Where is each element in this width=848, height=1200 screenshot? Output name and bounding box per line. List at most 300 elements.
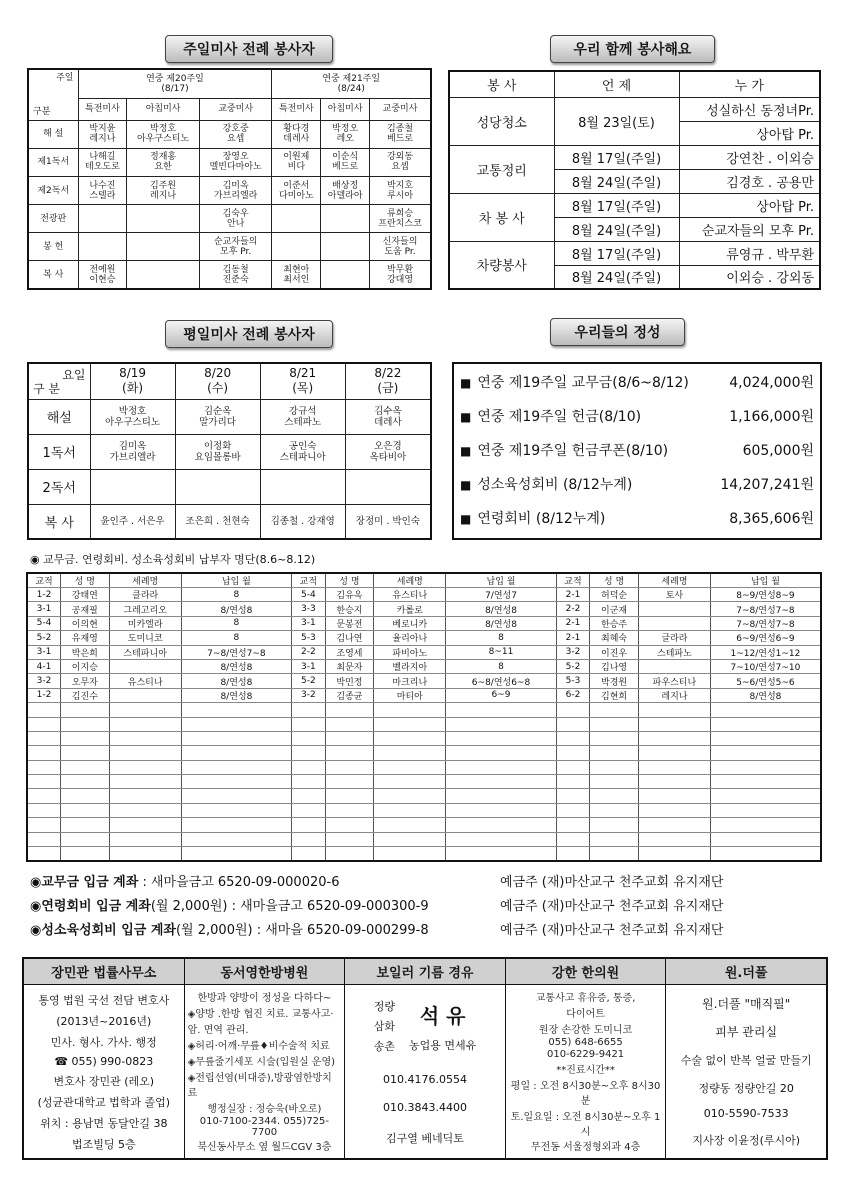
- payers-cell: 8/연성8: [446, 602, 556, 616]
- law-line5: 변호사 장민관 (레오): [53, 1074, 155, 1088]
- payers-empty-row: [27, 760, 821, 774]
- payers-cell: 김나연: [325, 631, 374, 645]
- payers-cell: 3-2: [292, 688, 325, 702]
- service-name: 교통정리: [449, 145, 554, 193]
- payers-empty-cell: [556, 832, 589, 846]
- payers-row: [27, 616, 821, 630]
- payers-empty-cell: [590, 760, 639, 774]
- payers-cell: 유스티나: [374, 588, 446, 602]
- payers-empty-cell: [60, 818, 109, 832]
- payers-empty-cell: [325, 746, 374, 760]
- sunday-cell: 박정오 레오: [321, 120, 370, 148]
- offering-label: 성소육성회비 (8/12누계): [477, 477, 633, 493]
- service-who: 김경호 . 공용만: [679, 169, 820, 193]
- payers-empty-cell: [181, 746, 291, 760]
- account-text: : 새마을금고 6520-09-000020-6: [138, 874, 340, 890]
- ad-head: 보일러 기름 경유: [345, 959, 506, 984]
- service-who: 상아탑 Pr.: [679, 121, 820, 145]
- sunday-row: [28, 233, 431, 261]
- payers-empty-cell: [181, 703, 291, 717]
- payers-cell: 5-2: [27, 631, 60, 645]
- week2-header: 연중 제21주일 (8/24): [272, 69, 431, 98]
- service-header: 언 제: [554, 71, 679, 97]
- service-who: 성실하신 동정녀Pr.: [679, 97, 820, 121]
- sunday-cell: [127, 261, 200, 289]
- hosp-phone: 010-7100-2344. 055)725-7700: [199, 1115, 330, 1138]
- account-text: (월 2,000원) : 새마을금고 6520-09-000300-9: [150, 898, 429, 914]
- clinic-hours-title: **진료시간**: [556, 1064, 615, 1076]
- offering-row: [460, 433, 814, 467]
- mass-header: 교중미사: [370, 98, 431, 120]
- payers-empty-row: [27, 789, 821, 803]
- payers-empty-cell: [446, 703, 556, 717]
- payers-cell: 김현희: [590, 688, 639, 702]
- payers-empty-row: [27, 818, 821, 832]
- wonder-line1: 원.더풀 "매직필": [702, 996, 791, 1011]
- weekday-header: 8/20 (수): [175, 363, 260, 399]
- payers-cell: 글라라: [638, 631, 710, 645]
- account-line: [30, 869, 820, 891]
- payers-empty-cell: [710, 731, 821, 745]
- payers-empty-cell: [325, 789, 374, 803]
- service-name: 성당청소: [449, 97, 554, 145]
- sunday-row-label: 복 사: [28, 261, 78, 289]
- payers-cell: 1~12/연성1~12: [710, 645, 821, 659]
- payers-empty-cell: [638, 818, 710, 832]
- wonder-address: 정량동 정량안길 20: [698, 1081, 794, 1095]
- payers-cell: 1-2: [27, 588, 60, 602]
- hosp-address: 북신동사무소 옆 월드CGV 3층: [197, 1142, 332, 1154]
- payers-empty-cell: [109, 775, 181, 789]
- payers-cell: 2-1: [556, 616, 589, 630]
- clinic-phone1: 055) 648-6655: [548, 1037, 623, 1049]
- payers-empty-cell: [374, 703, 446, 717]
- sunday-cell: [127, 233, 200, 261]
- payers-cell: 김종균: [325, 688, 374, 702]
- payers-empty-cell: [638, 731, 710, 745]
- payers-cell: [109, 659, 181, 673]
- payers-empty-cell: [60, 832, 109, 846]
- payers-cell: 5-3: [556, 674, 589, 688]
- service-when: 8월 17일(주일): [554, 241, 679, 265]
- payers-table: [26, 572, 822, 862]
- payers-cell: 6~8/연성6~8: [446, 674, 556, 688]
- payers-cell: 3-3: [292, 602, 325, 616]
- sunday-corner: [28, 69, 78, 120]
- offering-label: 연중 제19주일 교무금(8/6~8/12): [477, 375, 689, 391]
- sunday-cell: 순교자들의 모후 Pr.: [199, 233, 272, 261]
- payers-cell: 베로니카: [374, 616, 446, 630]
- payers-empty-cell: [710, 760, 821, 774]
- sunday-cell: [272, 233, 321, 261]
- payers-empty-cell: [710, 703, 821, 717]
- weekday-row: [28, 504, 431, 539]
- payers-empty-cell: [27, 703, 60, 717]
- payers-header: 세례명: [638, 573, 710, 588]
- sunday-cell: 류희승 프란치스코: [370, 205, 431, 233]
- weekday-cell: 김미옥 가브리엘라: [90, 434, 175, 469]
- payers-cell: 8/연성8: [446, 616, 556, 630]
- payers-empty-cell: [292, 760, 325, 774]
- payers-header-row: [27, 573, 821, 588]
- clinic-line2: 다이어트: [566, 1009, 605, 1021]
- offering-amount: 8,365,606원: [729, 511, 814, 527]
- service-title: 우리 함께 봉사해요: [550, 35, 715, 63]
- clinic-hours1: 평일 : 오전 8시30분~오후 8시30분: [510, 1080, 661, 1107]
- weekday-cell: 이정화 요임몰롱바: [175, 434, 260, 469]
- offering-amount: 605,000원: [742, 443, 814, 459]
- payers-cell: 8/연성8: [181, 602, 291, 616]
- sunday-cell: [321, 205, 370, 233]
- payers-empty-cell: [181, 731, 291, 745]
- payers-row: [27, 674, 821, 688]
- payers-empty-cell: [446, 731, 556, 745]
- payers-empty-cell: [556, 731, 589, 745]
- account-line: [30, 893, 820, 915]
- payers-cell: 5-3: [292, 631, 325, 645]
- account-holder: 예금주 (재)마산교구 천주교회 유지재단: [500, 922, 724, 938]
- payers-empty-cell: [374, 803, 446, 817]
- payers-cell: 이의현: [60, 616, 109, 630]
- service-table: [448, 70, 821, 290]
- payers-empty-row: [27, 847, 821, 861]
- payers-empty-cell: [60, 847, 109, 861]
- payers-cell: [109, 688, 181, 702]
- law-address2: 법조빌딩 5층: [71, 1137, 136, 1151]
- bullet-icon: ■: [460, 410, 472, 424]
- weekday-cell: [90, 469, 175, 504]
- payers-empty-cell: [556, 789, 589, 803]
- account-info: [30, 919, 500, 938]
- payers-empty-cell: [181, 832, 291, 846]
- payers-cell: 김나영: [590, 659, 639, 673]
- corner-bottom: 구분: [33, 106, 51, 117]
- ad-head: 장민관 법률사무소: [24, 959, 185, 984]
- payers-empty-cell: [710, 717, 821, 731]
- payers-empty-cell: [638, 789, 710, 803]
- payers-cell: 스테파노: [638, 645, 710, 659]
- payers-header: 성 명: [60, 573, 109, 588]
- payers-empty-cell: [27, 789, 60, 803]
- payers-empty-cell: [590, 832, 639, 846]
- payers-empty-cell: [374, 760, 446, 774]
- payers-empty-cell: [710, 803, 821, 817]
- offering-label-wrap: [460, 508, 605, 528]
- payers-empty-cell: [590, 847, 639, 861]
- payers-header: 교적: [292, 573, 325, 588]
- hosp-line6: ◈전립선염(비대증),방광염한방치료: [187, 1072, 332, 1099]
- payers-empty-cell: [109, 760, 181, 774]
- payers-cell: 2-1: [556, 631, 589, 645]
- payers-cell: 8: [446, 631, 556, 645]
- payers-empty-cell: [292, 746, 325, 760]
- weekday-header: 8/22 (금): [345, 363, 431, 399]
- payers-empty-cell: [292, 847, 325, 861]
- payers-cell: 김진수: [60, 688, 109, 702]
- payers-cell: 2-2: [556, 602, 589, 616]
- corner-top: 주일: [56, 73, 74, 83]
- weekday-cell: 조은희 . 천현숙: [175, 504, 260, 539]
- payers-empty-cell: [27, 847, 60, 861]
- sunday-row: [28, 205, 431, 233]
- payers-empty-cell: [590, 703, 639, 717]
- week1-header: 연중 제20주일 (8/17): [78, 69, 272, 98]
- payers-cell: 한승지: [325, 602, 374, 616]
- payers-empty-cell: [556, 847, 589, 861]
- payers-empty-cell: [446, 818, 556, 832]
- payers-empty-cell: [325, 847, 374, 861]
- sunday-row: [28, 261, 431, 289]
- account-label: ◉성소육성회비 입금 계좌: [30, 922, 176, 938]
- payers-cell: 공재필: [60, 602, 109, 616]
- clinic-address: 무전동 서울정형외과 4층: [530, 1142, 641, 1154]
- payers-cell: 5-4: [292, 588, 325, 602]
- payers-empty-cell: [446, 775, 556, 789]
- sunday-cell: 최현아 최서인: [272, 261, 321, 289]
- weekday-row: [28, 434, 431, 469]
- offering-label-wrap: [460, 474, 632, 494]
- bullet-icon: ■: [460, 512, 472, 526]
- payers-empty-cell: [374, 847, 446, 861]
- payers-empty-cell: [27, 717, 60, 731]
- clinic-phone2: 010-6229-9421: [546, 1048, 625, 1060]
- payers-empty-cell: [556, 775, 589, 789]
- offering-title: 우리들의 정성: [550, 318, 685, 346]
- payers-empty-cell: [374, 775, 446, 789]
- wonder-line2: 피부 관리실: [715, 1025, 778, 1040]
- offering-row: [460, 501, 814, 535]
- payers-empty-row: [27, 717, 821, 731]
- weekday-cell: 윤인주 . 서은우: [90, 504, 175, 539]
- weekday-table: [27, 362, 432, 540]
- weekday-row-label: 2독서: [28, 469, 90, 504]
- payers-empty-cell: [590, 717, 639, 731]
- clinic-line1: 교통사고 휴유증, 통증,: [535, 993, 636, 1005]
- payers-cell: 3-1: [292, 616, 325, 630]
- mass-header: 교중미사: [199, 98, 272, 120]
- wk-corner-top: 요일: [62, 368, 86, 382]
- service-who: 강연찬 . 이외승: [679, 145, 820, 169]
- payers-empty-cell: [60, 775, 109, 789]
- clinic-hours2: 토.일요일 : 오전 8시30분~오후 1시: [510, 1111, 661, 1138]
- weekday-row: [28, 399, 431, 434]
- payers-cell: 5-2: [292, 674, 325, 688]
- payers-empty-cell: [556, 703, 589, 717]
- offering-row: [460, 467, 814, 501]
- service-row: [449, 97, 820, 121]
- payers-cell: 8: [181, 616, 291, 630]
- weekday-cell: 공인숙 스테파니아: [260, 434, 345, 469]
- service-name: 차량봉사: [449, 241, 554, 289]
- payers-empty-cell: [590, 803, 639, 817]
- offering-label: 연령회비 (8/12누계): [477, 511, 606, 527]
- weekday-cell: [345, 469, 431, 504]
- oil-phone1: 010.4176.0554: [382, 1072, 467, 1086]
- sunday-cell: 정재홍 요한: [127, 148, 200, 176]
- payers-empty-cell: [325, 818, 374, 832]
- payers-cell: 클라라: [109, 588, 181, 602]
- offering-row: [460, 365, 814, 399]
- law-line3: 민사. 형사. 가사. 행정: [50, 1035, 157, 1049]
- payers-cell: 8/연성8: [710, 688, 821, 702]
- payers-empty-cell: [292, 832, 325, 846]
- ads-section: [22, 957, 828, 1160]
- weekday-cell: 김순옥 말가리다: [175, 399, 260, 434]
- payers-empty-cell: [292, 789, 325, 803]
- payers-cell: 8~11: [446, 645, 556, 659]
- payers-cell: 6~9/연성6~9: [710, 631, 821, 645]
- payers-row: [27, 631, 821, 645]
- hosp-line3: 암. 면역 관리.: [187, 1025, 249, 1037]
- payers-cell: 스테파니아: [109, 645, 181, 659]
- payers-empty-cell: [60, 789, 109, 803]
- payers-empty-cell: [325, 731, 374, 745]
- payers-row: [27, 688, 821, 702]
- payers-cell: 최혜숙: [590, 631, 639, 645]
- offering-label: 연중 제19주일 헌금(8/10): [477, 409, 642, 425]
- payers-empty-row: [27, 775, 821, 789]
- payers-cell: 8/연성8: [181, 659, 291, 673]
- payers-empty-cell: [710, 775, 821, 789]
- payers-empty-cell: [109, 818, 181, 832]
- payers-empty-cell: [446, 832, 556, 846]
- service-row: [449, 193, 820, 217]
- clinic-line3: 원장 손강한 도미니코: [538, 1025, 633, 1037]
- payers-empty-cell: [446, 760, 556, 774]
- payers-empty-cell: [710, 832, 821, 846]
- payers-empty-cell: [60, 703, 109, 717]
- sunday-table: [27, 68, 432, 290]
- payers-cell: 6~9: [446, 688, 556, 702]
- payers-row: [27, 645, 821, 659]
- payers-empty-cell: [109, 847, 181, 861]
- weekday-header: 8/19 (화): [90, 363, 175, 399]
- oil-brand: 석 유: [419, 1004, 466, 1029]
- payers-cell: 8: [181, 588, 291, 602]
- payers-empty-cell: [109, 731, 181, 745]
- payers-empty-cell: [374, 731, 446, 745]
- payers-cell: 8/연성8: [181, 688, 291, 702]
- offering-label: 연중 제19주일 헌금쿠폰(8/10): [477, 443, 669, 459]
- payers-cell: 마티아: [374, 688, 446, 702]
- payers-header: 성 명: [590, 573, 639, 588]
- payers-empty-cell: [638, 803, 710, 817]
- payers-empty-cell: [292, 818, 325, 832]
- payers-cell: 율리아나: [374, 631, 446, 645]
- sunday-cell: 김숙우 안나: [199, 205, 272, 233]
- payers-cell: [638, 659, 710, 673]
- sunday-row-label: 제1독서: [28, 148, 78, 176]
- payers-empty-cell: [710, 847, 821, 861]
- offering-amount: 4,024,000원: [729, 375, 814, 391]
- payers-empty-cell: [446, 746, 556, 760]
- weekday-row-label: 복 사: [28, 504, 90, 539]
- sunday-cell: 신자들의 도움 Pr.: [370, 233, 431, 261]
- sunday-row: [28, 176, 431, 204]
- payers-empty-cell: [27, 803, 60, 817]
- account-line: [30, 917, 820, 939]
- payers-empty-cell: [292, 803, 325, 817]
- payers-cell: 벨라지아: [374, 659, 446, 673]
- law-line1: 통영 법원 국선 전담 변호사: [38, 993, 170, 1007]
- payers-empty-row: [27, 832, 821, 846]
- payers-cell: 김유옥: [325, 588, 374, 602]
- payers-cell: 허덕순: [590, 588, 639, 602]
- oil-areas: 정량 삼화 송촌: [373, 999, 395, 1053]
- sunday-cell: 배상정 아델라아: [321, 176, 370, 204]
- sunday-cell: 전예원 이현승: [78, 261, 127, 289]
- payers-cell: 3-1: [292, 659, 325, 673]
- payers-empty-cell: [181, 818, 291, 832]
- ad-head: 동서영한방병원: [185, 959, 346, 984]
- weekday-row-label: 1독서: [28, 434, 90, 469]
- payers-cell: 7~8/연성7~8: [710, 602, 821, 616]
- payers-cell: 5-4: [27, 616, 60, 630]
- offering-label-wrap: [460, 372, 689, 392]
- oil-ad: [345, 985, 506, 1158]
- payers-cell: 도미니코: [109, 631, 181, 645]
- oil-name: 김구열 베네딕토: [386, 1132, 464, 1146]
- weekday-cell: [175, 469, 260, 504]
- payers-cell: 5~6/연성5~6: [710, 674, 821, 688]
- weekday-header: 8/21 (목): [260, 363, 345, 399]
- service-when: 8월 23일(토): [554, 97, 679, 145]
- payers-cell: 1-2: [27, 688, 60, 702]
- payers-empty-cell: [638, 775, 710, 789]
- payers-empty-cell: [556, 803, 589, 817]
- payers-cell: 2-2: [292, 645, 325, 659]
- account-info: [30, 871, 500, 890]
- weekday-cell: 장정미 . 박인숙: [345, 504, 431, 539]
- payers-empty-row: [27, 803, 821, 817]
- payers-cell: 유재영: [60, 631, 109, 645]
- payers-cell: 3-2: [556, 645, 589, 659]
- payers-empty-cell: [109, 717, 181, 731]
- service-row: [449, 145, 820, 169]
- sunday-cell: 김동철 진준숙: [199, 261, 272, 289]
- service-row: [449, 241, 820, 265]
- payers-empty-cell: [446, 847, 556, 861]
- payers-empty-cell: [181, 847, 291, 861]
- sunday-row-label: 전광판: [28, 205, 78, 233]
- sunday-cell: [78, 205, 127, 233]
- payers-cell: 8: [446, 659, 556, 673]
- payers-empty-cell: [590, 789, 639, 803]
- mass-header: 아침미사: [127, 98, 200, 120]
- payers-cell: 강태연: [60, 588, 109, 602]
- payers-cell: 이진우: [590, 645, 639, 659]
- payers-header: 교적: [27, 573, 60, 588]
- payers-cell: 3-2: [27, 674, 60, 688]
- wonder-ad: [666, 985, 826, 1158]
- payers-empty-cell: [556, 760, 589, 774]
- wonder-name: 지사장 이윤정(루시아): [692, 1134, 801, 1148]
- mass-header: 특전미사: [78, 98, 127, 120]
- payers-cell: 마크리나: [374, 674, 446, 688]
- account-label: ◉연령회비 입금 계좌: [30, 898, 151, 914]
- payers-empty-cell: [710, 789, 821, 803]
- payers-cell: 미카엘라: [109, 616, 181, 630]
- payers-cell: 이군재: [590, 602, 639, 616]
- sunday-cell: [272, 205, 321, 233]
- offering-amount: 14,207,241원: [720, 477, 814, 493]
- payers-empty-cell: [638, 703, 710, 717]
- service-when: 8월 17일(주일): [554, 145, 679, 169]
- payers-empty-cell: [590, 818, 639, 832]
- payers-empty-cell: [556, 746, 589, 760]
- sunday-cell: 강외동 요셉: [370, 148, 431, 176]
- payers-header: 납입 월: [446, 573, 556, 588]
